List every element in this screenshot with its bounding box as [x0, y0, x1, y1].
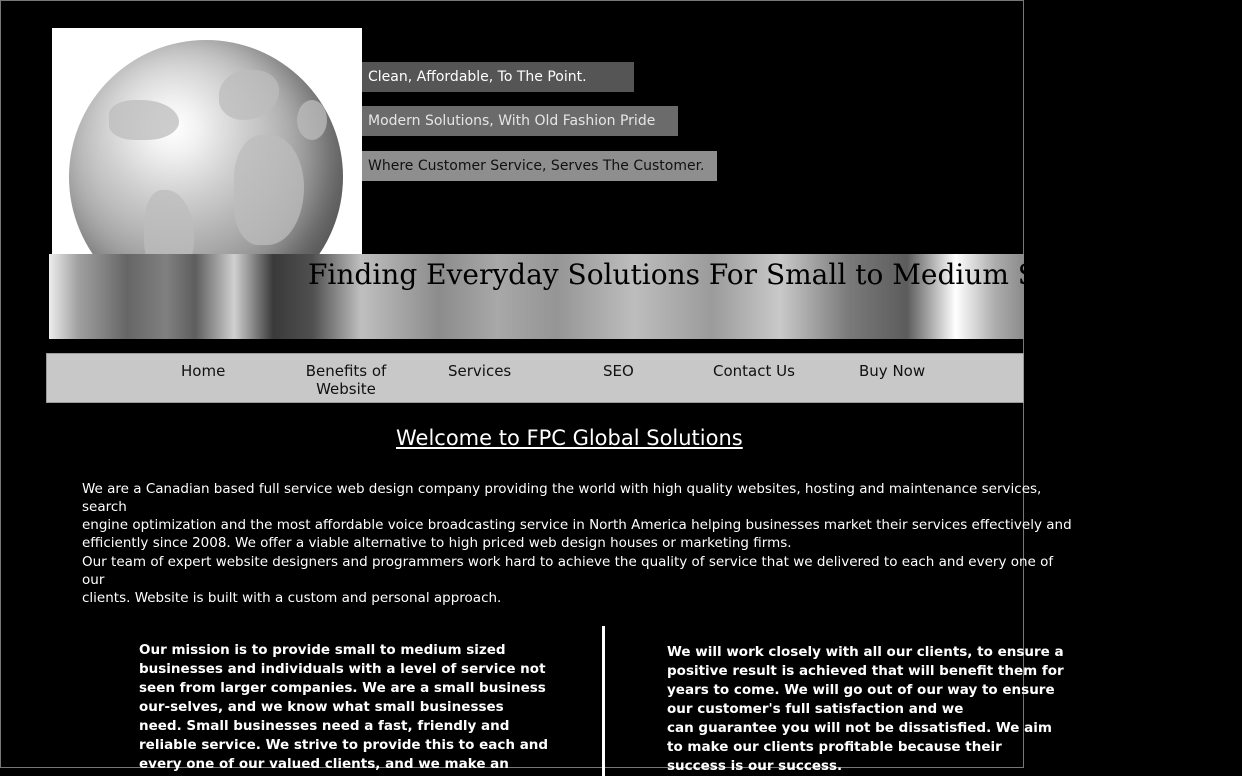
nav-services[interactable]: Services	[448, 362, 512, 380]
nav-seo[interactable]: SEO	[603, 362, 634, 380]
header-banner	[49, 254, 1242, 339]
intro-paragraph: We are a Canadian based full service web design company providing the world with high quality websites, hosting and maintenance services, search engine optimization and the most affordable voice broadcasting service in North America helping businesses market their services effectively and efficiently since 2008. We offer a viable alternative to high priced web design houses or marketing firms.	[82, 481, 1072, 551]
tagline-2: Modern Solutions, With Old Fashion Pride	[362, 106, 678, 136]
banner-title: Finding Everyday Solutions For Small to Medium Size Businesses	[308, 258, 1242, 291]
column-divider	[602, 626, 605, 776]
main-navigation	[46, 353, 1024, 403]
mission-text-right: We will work closely with all our clients, to ensure a positive result is achieved that will benefit them for years to come. We will go out of our way to ensure our customer's full satisfaction and we can guarantee you will not be dissatisfied. We aim to make our clients profitable because their success is our success.	[667, 644, 1064, 774]
tagline-3: Where Customer Service, Serves The Customer.	[362, 151, 717, 181]
nav-benefits-of-website[interactable]: Benefits of Website	[305, 362, 387, 398]
nav-home[interactable]: Home	[181, 362, 226, 380]
tagline-1: Clean, Affordable, To The Point.	[362, 62, 634, 92]
nav-contact-us[interactable]: Contact Us	[713, 362, 795, 380]
welcome-heading: Welcome to FPC Global Solutions	[396, 426, 743, 450]
team-paragraph: Our team of expert website designers and programmers work hard to achieve the quality of service that we delivered to each and every one of our clients. Website is built with a custom and personal approach.	[82, 554, 1054, 606]
globe-logo	[52, 28, 362, 254]
mission-text-left: Our mission is to provide small to medium sized businesses and individuals with a level of service not seen from larger companies. We are a small business our-selves, and we know what small businesses need. Small businesses need a fast, friendly and reliable service. We strive to provide this to each and every one of our valued clients, and we make an	[139, 642, 549, 772]
nav-buy-now[interactable]: Buy Now	[859, 362, 926, 380]
